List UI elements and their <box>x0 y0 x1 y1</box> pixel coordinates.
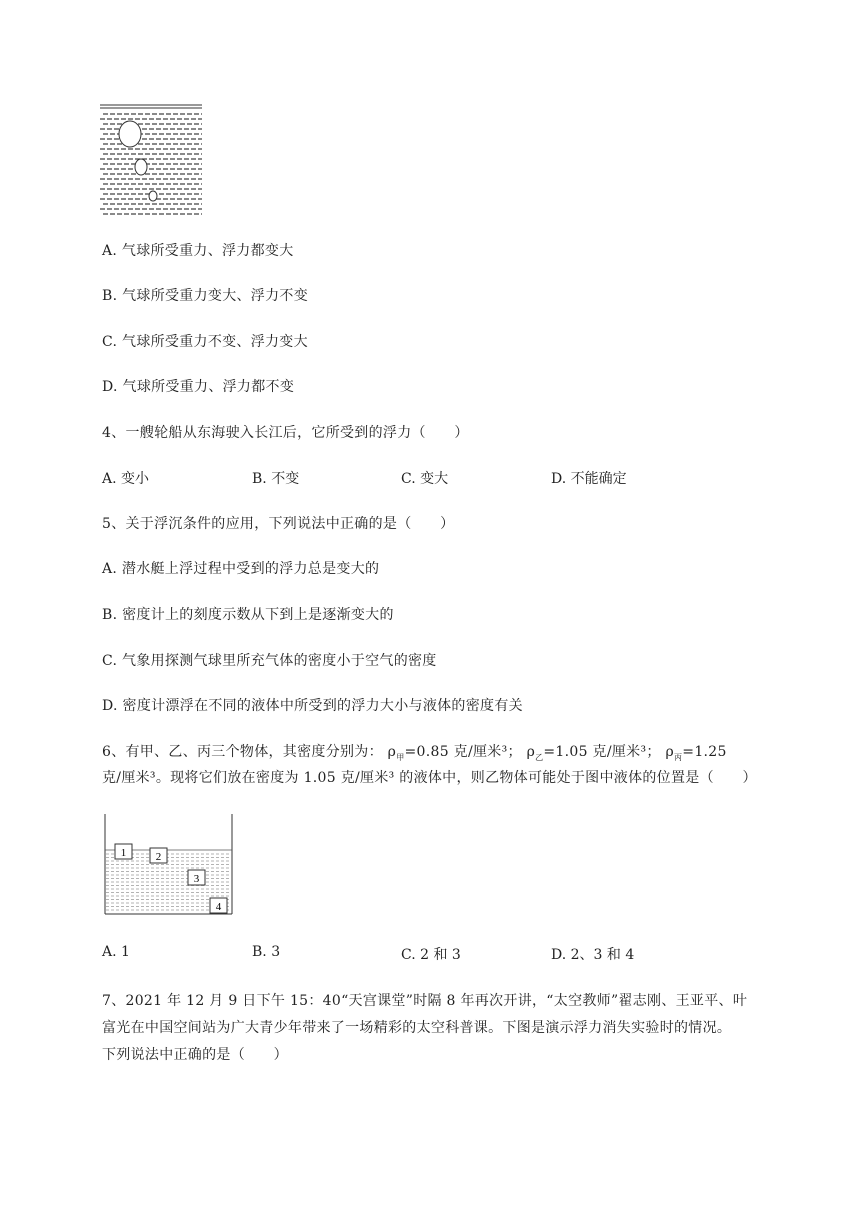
object-box-4 <box>210 898 227 913</box>
rho-jia-value: =0.85 克/厘米³； <box>404 744 522 760</box>
rho-sub-yi: 乙 <box>535 752 544 762</box>
bubbles-in-water-figure <box>100 104 202 216</box>
rho-sub-jia: 甲 <box>396 752 405 762</box>
q3-option-b: B. 气球所受重力变大、浮力不变 <box>102 288 308 304</box>
q3-option-a: A. 气球所受重力、浮力都变大 <box>102 243 294 259</box>
q4-option-c: C. 变大 <box>401 471 449 487</box>
q7-stem-line1: 7、2021 年 12 月 9 日下午 15：40“天宫课堂”时隔 8 年再次开讲，“太空教师”翟志刚、王亚平、叶 <box>102 993 748 1009</box>
q6-stem-line2: 克/厘米³。现将它们放在密度为 1.05 克/厘米³ 的液体中，则乙物体可能处于图中液体的位置是（ ） <box>102 770 757 786</box>
q5-option-c: C. 气象用探测气球里所充气体的密度小于空气的密度 <box>102 653 437 669</box>
rho-sub-bing: 丙 <box>673 752 683 762</box>
q3-option-c: C. 气球所受重力不变、浮力变大 <box>102 334 308 350</box>
rho-symbol: ρ <box>387 744 397 760</box>
q4-stem: 4、一艘轮船从东海驶入长江后，它所受到的浮力（ ） <box>102 425 469 441</box>
object-box-3 <box>188 870 205 885</box>
q6-option-a: A. 1 <box>102 944 130 960</box>
object-box-2 <box>150 848 167 863</box>
q3-option-d: D. 气球所受重力、浮力都不变 <box>102 379 295 395</box>
large-bubble <box>119 121 141 147</box>
q7-stem-line3: 下列说法中正确的是（ ） <box>102 1047 288 1063</box>
q5-option-b: B. 密度计上的刻度示数从下到上是逐渐变大的 <box>102 607 394 623</box>
object-box-1 <box>115 844 132 859</box>
q4-option-b: B. 不变 <box>252 471 300 487</box>
q5-option-d: D. 密度计漂浮在不同的液体中所受到的浮力大小与液体的密度有关 <box>102 698 523 714</box>
object-label-4: 4 <box>215 901 222 913</box>
small-bubble <box>149 191 157 201</box>
rho-symbol: ρ <box>526 744 536 760</box>
q4-option-d: D. 不能确定 <box>551 471 627 487</box>
container-objects-figure <box>100 814 235 916</box>
object-label-1: 1 <box>120 847 127 859</box>
medium-bubble <box>135 159 147 175</box>
q5-option-a: A. 潜水艇上浮过程中受到的浮力总是变大的 <box>102 561 380 577</box>
q6-stem-line1 <box>102 741 727 763</box>
rho-bing-value: =1.25 <box>682 744 727 760</box>
q6-option-d: D. 2、3 和 4 <box>551 947 635 963</box>
q6-option-b: B. 3 <box>252 944 281 960</box>
object-label-2: 2 <box>155 851 162 863</box>
q5-stem: 5、关于浮沉条件的应用，下列说法中正确的是（ ） <box>102 516 455 532</box>
q6-stem-text: 6、有甲、乙、丙三个物体，其密度分别为： <box>102 744 383 760</box>
rho-yi-value: =1.05 克/厘米³； <box>543 744 661 760</box>
q4-option-a: A. 变小 <box>102 471 150 487</box>
q6-option-c: C. 2 和 3 <box>401 947 461 963</box>
rho-symbol: ρ <box>665 744 674 760</box>
object-label-3: 3 <box>193 873 200 885</box>
q7-stem-line2: 富光在中国空间站为广大青少年带来了一场精彩的太空科普课。下图是演示浮力消失实验时的情况。 <box>102 1020 732 1036</box>
